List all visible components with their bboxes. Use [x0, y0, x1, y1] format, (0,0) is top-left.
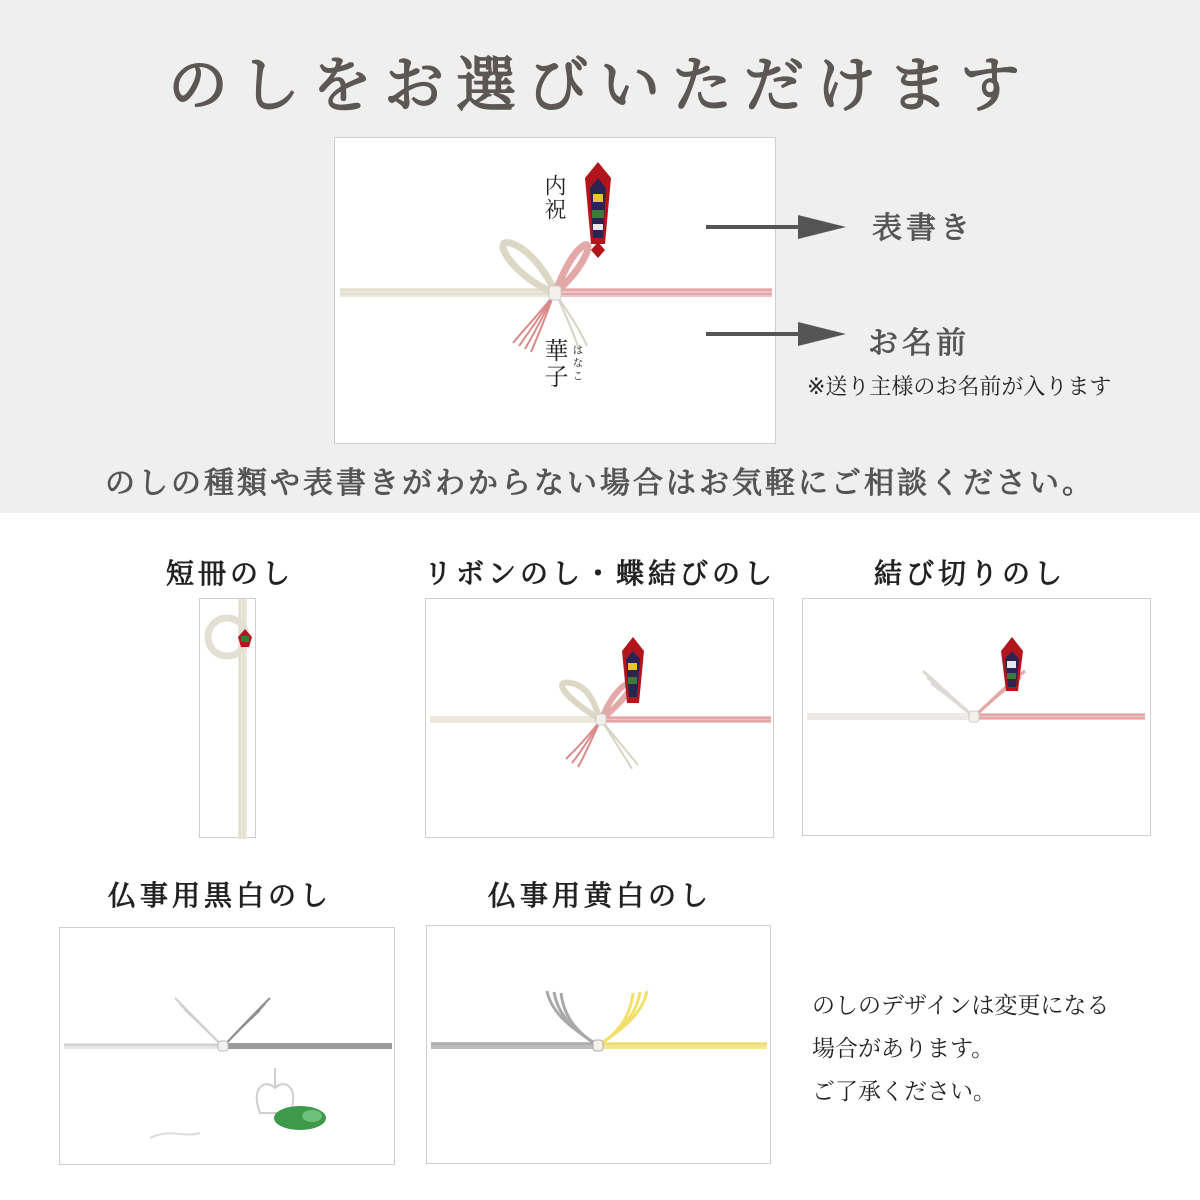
tanzaku-noshi-illustration: [200, 599, 257, 839]
red-cord-right: [557, 288, 772, 297]
type-title-ribbon: リボンのし・蝶結びのし: [423, 557, 776, 590]
sample-noshi-card: [334, 137, 776, 444]
sample-omotegaki-text: 内祝: [541, 174, 566, 222]
page-title: のしをお選びいただけます: [168, 51, 1032, 121]
type-title-musubikiri: 結び切りのし: [873, 557, 1066, 590]
name-note: ※送り主様のお名前が入ります: [807, 375, 1112, 400]
tanzaku-noshi-card: [199, 598, 256, 838]
musubikiri-noshi-illustration: [803, 599, 1152, 837]
footnote-line: ご了承ください。: [812, 1079, 996, 1105]
ribbon-noshi-illustration: [426, 599, 775, 839]
name-label: お名前: [868, 326, 970, 361]
sample-name-ruby: はなこ: [571, 344, 584, 383]
kibyaku-noshi-illustration: [427, 926, 772, 1165]
arrow-right-icon: [706, 213, 848, 241]
ribbon-noshi-card: [425, 598, 774, 838]
type-title-kokubyaku: 仏事用黒白のし: [107, 879, 332, 912]
lotus-icon: [150, 1068, 326, 1138]
kokubyaku-noshi-card: [59, 927, 395, 1165]
kibyaku-noshi-card: [426, 925, 771, 1164]
sample-name-text: 華子: [540, 338, 568, 390]
design-change-note: [812, 985, 1192, 1114]
footnote-line: のしのデザインは変更になる: [812, 993, 1110, 1019]
kokubyaku-noshi-illustration: [60, 928, 396, 1166]
type-title-tanzaku: 短冊のし: [165, 557, 294, 590]
footnote-line: 場合があります。: [812, 1036, 995, 1062]
musubikiri-noshi-card: [802, 598, 1151, 836]
white-cord-left: [340, 288, 555, 297]
consult-message: のしの種類や表書きがわからない場合はお気軽にご相談ください。: [105, 466, 1095, 501]
type-title-kibyaku: 仏事用黄白のし: [487, 879, 712, 912]
omotegaki-label: 表書き: [872, 211, 974, 246]
arrow-right-icon: [706, 320, 848, 348]
